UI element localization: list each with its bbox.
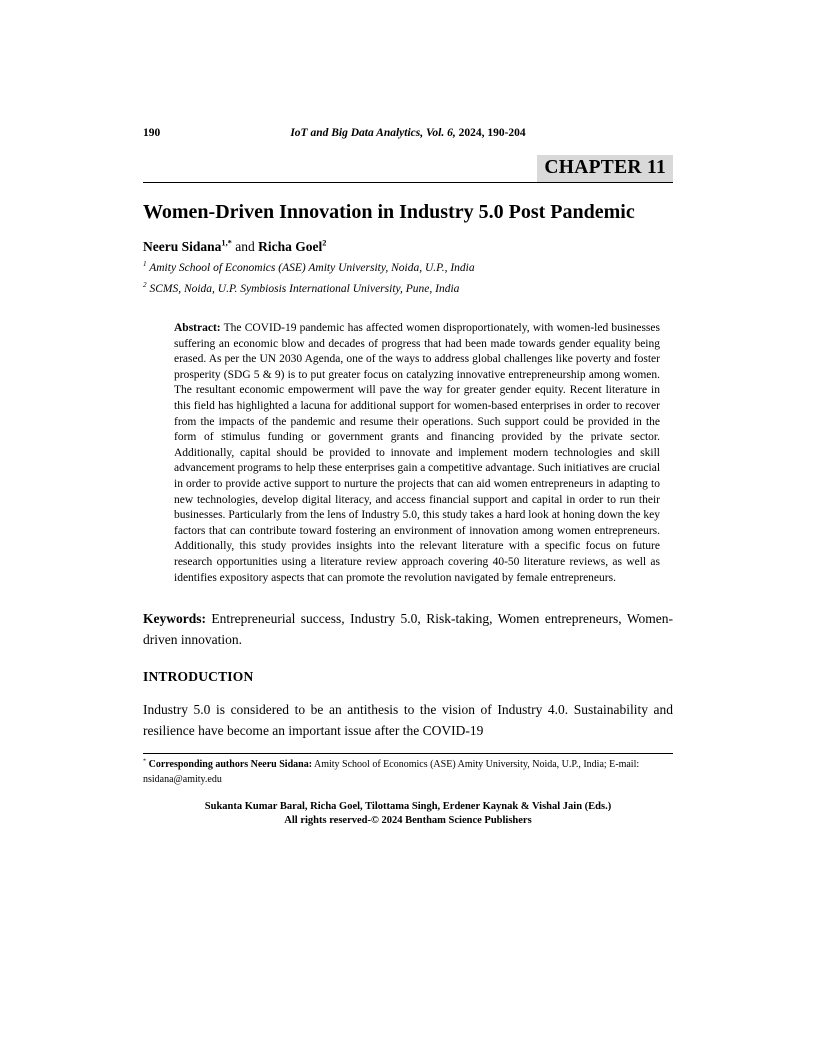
abstract-text: The COVID-19 pandemic has affected women disproportionately, with women-led businesses suffering an economic blow and decades of progress that had been made towards gender equality being erased. As per the UN 2030 Agenda, one of the ways to address global challenges like poverty and foster prosperity (SDG 5 & 9) is to put greater focus on catalyzing innovative entrepreneurship among women. The resultant economic empowerment will pave the way for greater gender equity. Recent literature in this field has highlighted a lacuna for additional support for women-based enterprises in order to recover from the impacts of the pandemic and resume their operations. Such support could be provided in the form of stimulus funding or government grants and financing provided by the private sector. Additionally, capital should be provided to innovate and implement modern technologies and skill advancement programs to help these enterprises gain a competitive advantage. Such initiatives are crucial in order to provide active support to nurture the projects that can aid women entrepreneurs in adapting to new technologies, develop digital literacy, and access financial support and capital in order to run their businesses. Particularly from the lens of Industry 5.0, this study takes a hard look at honing down the key factors that can contribute toward fostering an environment of innovation among women entrepreneurs. Additionally, this study provides insights into the relevant literature with a specific focus on future research opportunities using a literature review approach covering 40-50 literature reviews, as well as identifies expository aspects that can promote the revolution navigated by female entrepreneurs. <box>174 322 661 584</box>
article-title: Women-Driven Innovation in Industry 5.0 Post Pandemic <box>143 201 635 223</box>
abstract <box>174 321 660 586</box>
author-1-superscript: 1,* <box>221 238 232 248</box>
author-2: Richa Goel <box>258 239 323 254</box>
page-number: 190 <box>143 127 161 139</box>
authors-connector: and <box>231 239 259 254</box>
corresponding-author-footnote <box>143 758 673 787</box>
affiliation-1-marker: 1 <box>143 260 147 269</box>
affiliation-1-text: Amity School of Economics (ASE) Amity University, Noida, U.P., India <box>146 262 475 274</box>
running-head <box>143 127 673 142</box>
chapter-label: CHAPTER 11 <box>537 155 673 182</box>
introduction-paragraph: Industry 5.0 is considered to be an antithesis to the vision of Industry 4.0. Sustainability and resilience have become an important issue after the COVID-19 <box>143 702 673 739</box>
journal-pages: 2024, 190-204 <box>455 127 526 139</box>
chapter-row <box>143 155 673 182</box>
journal-title: IoT and Big Data Analytics, Vol. 6, <box>290 127 456 139</box>
introduction-heading: INTRODUCTION <box>143 669 254 685</box>
book-footer <box>143 800 673 828</box>
footnote-rule <box>143 753 673 754</box>
affiliation-1 <box>143 261 673 276</box>
keywords <box>143 608 673 650</box>
authors-line <box>143 239 673 255</box>
keywords-text: Entrepreneurial success, Industry 5.0, Risk-taking, Women entrepreneurs, Women-driven innovation. <box>143 611 673 648</box>
keywords-label: Keywords: <box>143 611 206 627</box>
header-rule <box>143 182 673 183</box>
editors-line: Sukanta Kumar Baral, Richa Goel, Tilottama Singh, Erdener Kaynak & Vishal Jain (Eds.) <box>204 801 612 813</box>
journal-header <box>290 127 525 139</box>
affiliation-2 <box>143 282 673 297</box>
footnote-marker: * <box>143 757 147 765</box>
rights-line: All rights reserved-© 2024 Bentham Science Publishers <box>284 815 532 827</box>
footnote-text: Amity School of Economics (ASE) Amity University, Noida, U.P., India; E-mail: nsidana@amity.edu <box>143 759 640 785</box>
author-1: Neeru Sidana <box>143 239 222 254</box>
footnote-bold: Corresponding authors Neeru Sidana: <box>146 759 313 771</box>
affiliation-2-text: SCMS, Noida, U.P. Symbiosis International University, Pune, India <box>146 283 460 295</box>
abstract-label: Abstract: <box>174 322 221 334</box>
affiliation-2-marker: 2 <box>143 281 147 290</box>
author-2-superscript: 2 <box>322 238 327 248</box>
